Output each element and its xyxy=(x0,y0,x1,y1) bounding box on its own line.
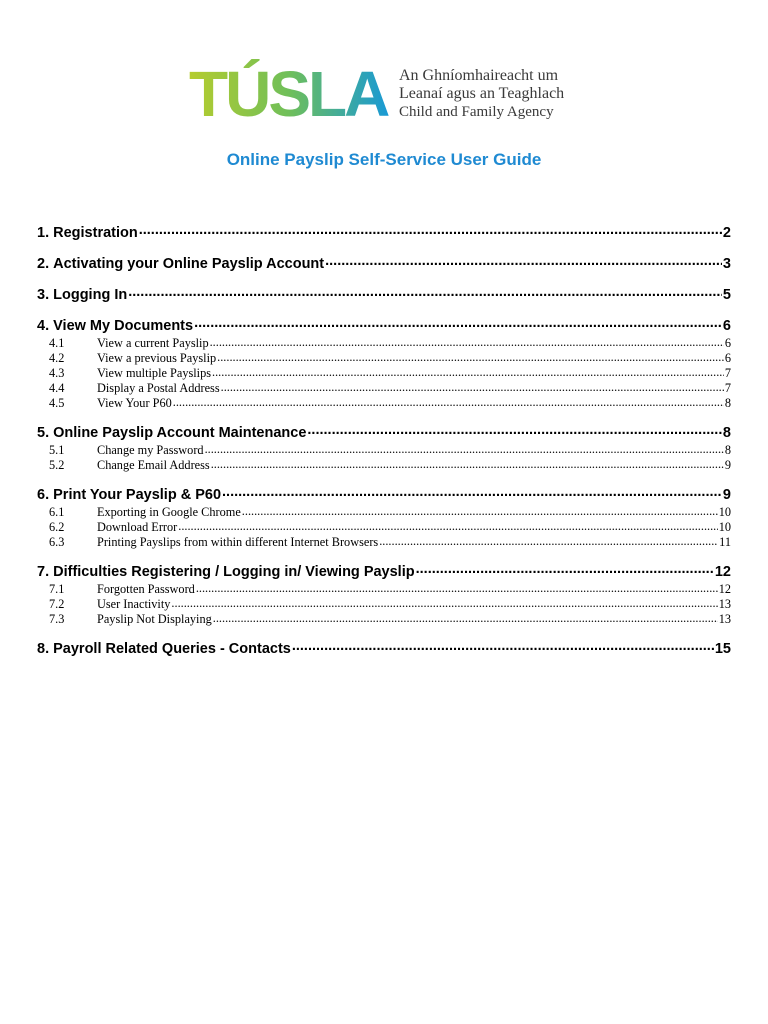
toc-number: 5.1 xyxy=(49,443,65,458)
toc-leader-dots xyxy=(222,484,722,499)
toc-subsection-link[interactable] xyxy=(37,365,731,380)
toc-page-number: 8 xyxy=(722,424,731,441)
toc-leader-dots xyxy=(205,442,724,454)
toc-number: 7. xyxy=(37,563,50,580)
toc-section-link[interactable] xyxy=(37,315,731,334)
toc-leader-dots xyxy=(307,422,722,437)
toc-label: View a previous Payslip xyxy=(97,351,217,366)
toc-page-number: 3 xyxy=(722,255,731,272)
toc-leader-dots xyxy=(211,457,724,469)
toc-number: 6. xyxy=(37,486,50,503)
document-title: Online Payslip Self-Service User Guide xyxy=(226,150,542,169)
toc-section-link[interactable] xyxy=(37,484,731,503)
toc-leader-dots xyxy=(292,638,714,653)
toc-subsection-link[interactable] xyxy=(37,395,731,410)
toc-leader-dots xyxy=(173,395,724,407)
toc-page-number: 2 xyxy=(722,224,731,241)
toc-number: 8. xyxy=(37,640,50,657)
toc-subsection-link[interactable] xyxy=(37,457,731,472)
toc-subsection-link[interactable] xyxy=(37,534,731,549)
toc-number: 4.5 xyxy=(49,396,65,411)
toc-label: Display a Postal Address xyxy=(97,381,220,396)
toc-page-number: 10 xyxy=(718,505,731,520)
toc-page-number: 6 xyxy=(724,351,731,366)
toc-leader-dots xyxy=(221,380,724,392)
toc-subsection-link[interactable] xyxy=(37,581,731,596)
toc-number: 5.2 xyxy=(49,458,65,473)
toc-number: 1. xyxy=(37,224,50,241)
toc-page-number: 8 xyxy=(724,443,731,458)
tagline-english: Child and Family Agency xyxy=(399,104,554,120)
toc-number: 6.1 xyxy=(49,505,65,520)
toc-section-link[interactable] xyxy=(37,284,731,303)
toc-number: 7.1 xyxy=(49,582,65,597)
toc-subsection-link[interactable] xyxy=(37,350,731,365)
toc-page-number: 5 xyxy=(722,286,731,303)
table-of-contents xyxy=(37,222,731,657)
toc-page-number: 11 xyxy=(719,535,731,550)
toc-subsection-link[interactable] xyxy=(37,611,731,626)
toc-label: Download Error xyxy=(97,520,178,535)
toc-page-number: 7 xyxy=(724,366,731,381)
toc-label: Payroll Related Queries - Contacts xyxy=(53,640,291,657)
toc-label: View multiple Payslips xyxy=(97,366,212,381)
toc-section-link[interactable] xyxy=(37,561,731,580)
toc-number: 6.2 xyxy=(49,520,65,535)
logo-tagline xyxy=(399,67,564,121)
toc-label: Change Email Address xyxy=(97,458,210,473)
toc-number: 4.1 xyxy=(49,336,65,351)
toc-leader-dots xyxy=(416,561,714,576)
toc-leader-dots xyxy=(212,365,724,377)
toc-leader-dots xyxy=(217,350,724,362)
toc-section-link[interactable] xyxy=(37,638,731,657)
toc-page-number: 10 xyxy=(718,520,731,535)
toc-section-link[interactable] xyxy=(37,253,731,272)
toc-page-number: 13 xyxy=(718,612,731,627)
toc-page-number: 6 xyxy=(722,317,731,334)
toc-leader-dots xyxy=(242,504,718,516)
toc-label: View Your P60 xyxy=(97,396,172,411)
toc-subsection-link[interactable] xyxy=(37,442,731,457)
toc-number: 4.2 xyxy=(49,351,65,366)
toc-leader-dots xyxy=(210,335,724,347)
toc-subsection-link[interactable] xyxy=(37,504,731,519)
toc-subsection-link[interactable] xyxy=(37,380,731,395)
toc-number: 7.2 xyxy=(49,597,65,612)
toc-leader-dots xyxy=(325,253,722,268)
toc-page-number: 9 xyxy=(724,458,731,473)
toc-page-number: 7 xyxy=(724,381,731,396)
toc-subsection-link[interactable] xyxy=(37,519,731,534)
tagline-irish-line-1: An Ghníomhaireacht um xyxy=(399,67,559,84)
toc-label: Printing Payslips from within different Internet Browsers xyxy=(97,535,379,550)
toc-leader-dots xyxy=(171,596,717,608)
toc-number: 4.3 xyxy=(49,366,65,381)
toc-leader-dots xyxy=(379,534,718,546)
toc-page-number: 15 xyxy=(714,640,731,657)
toc-number: 2. xyxy=(37,255,50,272)
toc-leader-dots xyxy=(213,611,718,623)
toc-section-link[interactable] xyxy=(37,422,731,441)
toc-label: Registration xyxy=(53,224,138,241)
toc-page-number: 9 xyxy=(722,486,731,503)
tusla-wordmark xyxy=(189,52,389,122)
toc-label: Difficulties Registering / Logging in/ Viewing Payslip xyxy=(53,563,415,580)
toc-leader-dots xyxy=(128,284,722,299)
toc-leader-dots xyxy=(194,315,722,330)
toc-label: Change my Password xyxy=(97,443,204,458)
toc-subsection-link[interactable] xyxy=(37,335,731,350)
toc-label: View My Documents xyxy=(53,317,194,334)
toc-label: Logging In xyxy=(53,286,128,303)
toc-label: Forgotten Password xyxy=(97,582,195,597)
toc-leader-dots xyxy=(178,519,717,531)
toc-section-link[interactable] xyxy=(37,222,731,241)
tagline-irish-line-2: Leanaí agus an Teaghlach xyxy=(399,85,565,102)
toc-subsection-link[interactable] xyxy=(37,596,731,611)
toc-page-number: 12 xyxy=(718,582,731,597)
toc-leader-dots xyxy=(196,581,718,593)
toc-label: Print Your Payslip & P60 xyxy=(53,486,222,503)
tusla-logo xyxy=(189,52,589,122)
toc-page-number: 13 xyxy=(718,597,731,612)
toc-page-number: 12 xyxy=(714,563,731,580)
toc-label: Payslip Not Displaying xyxy=(97,612,212,627)
toc-number: 4. xyxy=(37,317,50,334)
toc-number: 4.4 xyxy=(49,381,65,396)
toc-label: Online Payslip Account Maintenance xyxy=(53,424,307,441)
toc-number: 7.3 xyxy=(49,612,65,627)
toc-label: View a current Payslip xyxy=(97,336,209,351)
toc-page-number: 8 xyxy=(724,396,731,411)
svg-text:TÚSLA: TÚSLA xyxy=(189,58,388,122)
toc-label: User Inactivity xyxy=(97,597,171,612)
toc-label: Exporting in Google Chrome xyxy=(97,505,241,520)
toc-page-number: 6 xyxy=(724,336,731,351)
toc-leader-dots xyxy=(139,222,722,237)
toc-number: 3. xyxy=(37,286,50,303)
toc-label: Activating your Online Payslip Account xyxy=(53,255,325,272)
toc-number: 5. xyxy=(37,424,50,441)
toc-number: 6.3 xyxy=(49,535,65,550)
